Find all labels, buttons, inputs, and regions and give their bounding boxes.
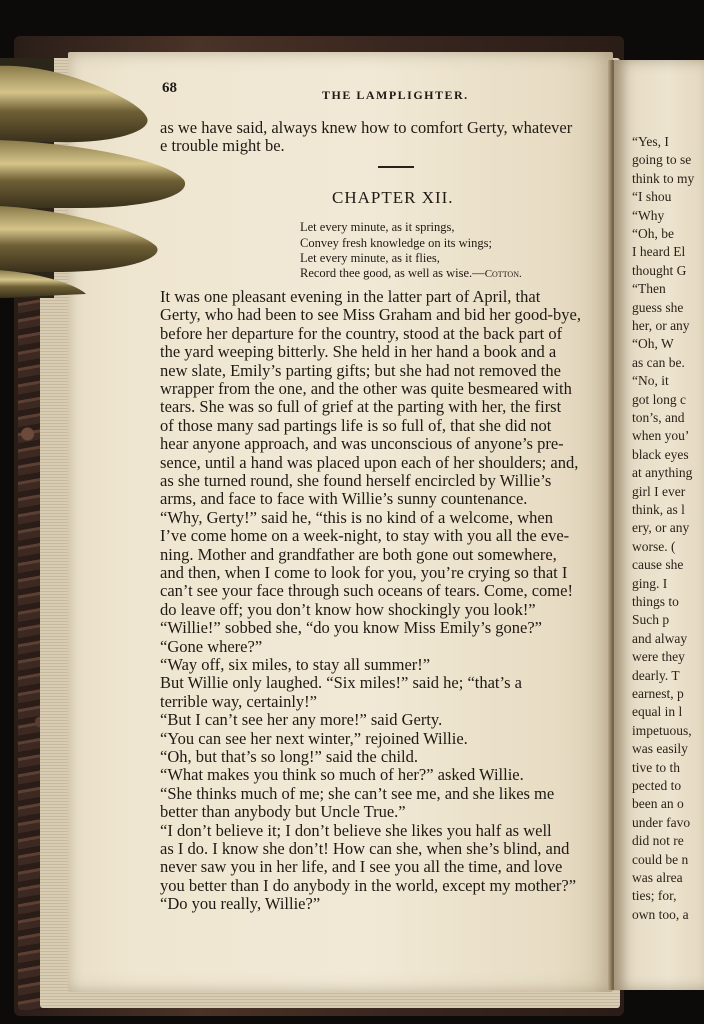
body-line: “Why, Gerty!” said he, “this is no kind of a welcome, when (160, 507, 553, 527)
facing-line: was easily (632, 741, 688, 757)
body-line: sence, until a hand was placed upon each of her shoulders; and, (160, 452, 579, 472)
body-line: It was one pleasant evening in the latter part of April, that (160, 287, 541, 306)
facing-line: earnest, p (632, 686, 684, 701)
facing-line: “Then (632, 281, 666, 297)
brass-page-clamp (0, 58, 196, 298)
body-line: of those many sad partings life is so full of, that she did not (160, 415, 552, 435)
facing-line: was alrea (632, 870, 683, 885)
facing-line: Such p (632, 612, 670, 628)
body-line: “She thinks much of me; she can’t see me, and she likes me (160, 783, 555, 803)
facing-line: got long c (632, 391, 686, 407)
body-line: tears. She was so full of grief at the parting with her, the first (160, 397, 562, 417)
body-line: can’t see your face through such oceans of tears. Come, come! (160, 581, 573, 601)
facing-line: things to (632, 594, 679, 609)
body-line: terrible way, certainly!” (160, 691, 317, 711)
body-line: “Willie!” sobbed she, “do you know Miss Emily’s gone?” (160, 618, 542, 638)
facing-line: cause she (632, 557, 684, 573)
facing-line: “No, it (632, 373, 669, 389)
facing-line: worse. ( (632, 538, 676, 554)
facing-line: when you’ (632, 428, 690, 444)
facing-line: own too, a (632, 906, 689, 922)
facing-line: ery, or any (632, 520, 690, 536)
facing-line: ties; for, (632, 888, 677, 904)
facing-line: been an o (632, 796, 684, 812)
epigraph-line (300, 266, 522, 281)
facing-line: under favo (632, 814, 691, 830)
body-line: hear anyone approach, and was unconscious of anyone’s pre- (160, 434, 564, 454)
facing-line: think to my (632, 170, 695, 186)
body-line: Gerty, who had been to see Miss Graham and bid her good-bye, (160, 305, 581, 325)
body-line: wrapper from the one, and the other was quite besmeared with (160, 379, 572, 398)
body-line: ning. Mother and grandfather are both gone out somewhere, (160, 544, 557, 564)
body-line: “You can see her next winter,” rejoined Willie. (160, 728, 468, 748)
body-line: “Oh, but that’s so long!” said the child. (160, 747, 418, 766)
facing-line: “Yes, I (632, 134, 669, 149)
body-line: “Way off, six miles, to stay all summer!” (160, 655, 431, 674)
body-line: never saw you in her life, and I see you all the time, and love (160, 857, 563, 877)
facing-line: as can be. (632, 354, 685, 370)
facing-line: and alway (632, 630, 688, 646)
body-line: the yard weeping bitterly. She held in her hand a book and a (160, 342, 557, 362)
facing-line: equal in l (632, 704, 683, 720)
body-line: “What makes you think so much of her?” asked Willie. (160, 765, 524, 785)
facing-line: “I shou (632, 189, 672, 205)
epigraph-line: Convey fresh knowledge on its wings; (300, 236, 492, 250)
body-line: “But I can’t see her any more!” said Gerty. (160, 710, 443, 730)
body-line: “Gone where?” (160, 636, 263, 656)
running-head: THE LAMPLIGHTER. (322, 88, 469, 102)
epigraph-author: Cotton. (484, 268, 522, 280)
body-line: before her departure for the country, stood at the back part of (160, 323, 563, 343)
facing-line: think, as l (632, 502, 685, 517)
facing-line: dearly. T (632, 667, 680, 683)
opening-line: e trouble might be. (160, 136, 285, 155)
facing-line: ton’s, and (632, 410, 685, 425)
facing-line: guess she (632, 299, 684, 315)
facing-line: her, or any (632, 318, 690, 333)
body-line: But Willie only laughed. “Six miles!” said he; “that’s a (160, 673, 522, 693)
body-line: you better than I do anybody in the world, except my mother?” (160, 875, 577, 895)
facing-line: did not re (632, 833, 684, 849)
epigraph-text: Record thee good, as well as wise.— (300, 266, 485, 280)
facing-line: “Why (632, 207, 665, 223)
body-line: and then, when I come to look for you, you’re crying so that I (160, 563, 568, 582)
body-line: new slate, Emily’s parting gifts; but she had not removed the (160, 360, 561, 380)
facing-line: at anything (632, 465, 693, 481)
body-line: I’ve come home on a week-night, to stay with you all the eve- (160, 526, 570, 546)
facing-line: I heard El (632, 244, 686, 260)
body-line: “Do you really, Willie?” (160, 894, 321, 914)
facing-line: “Oh, be (632, 226, 674, 241)
facing-line: tive to th (632, 759, 680, 775)
epigraph-line: Let every minute, as it springs, (300, 220, 455, 234)
facing-line: going to se (632, 152, 692, 168)
facing-line: girl I ever (632, 483, 686, 499)
epigraph-line: Let every minute, as it flies, (300, 251, 440, 265)
facing-line: were they (632, 649, 685, 665)
facing-line: could be n (632, 851, 689, 867)
body-line: as she turned round, she found herself encircled by Willie’s (160, 471, 552, 490)
facing-line: pected to (632, 778, 682, 793)
page-number: 68 (162, 80, 177, 96)
opening-line: as we have said, always knew how to comfort Gerty, whatever (160, 118, 573, 137)
body-line: arms, and face to face with Willie’s sunny countenance. (160, 489, 528, 509)
body-line: better than anybody but Uncle True.” (160, 802, 406, 822)
facing-line: thought G (632, 262, 687, 278)
section-rule (378, 166, 414, 168)
body-line: do leave off; you don’t know how shockingly you look!” (160, 599, 536, 619)
facing-line: impetuous, (632, 722, 692, 738)
facing-line: black eyes (632, 446, 689, 462)
facing-line: ging. I (632, 575, 668, 591)
chapter-title: CHAPTER XII. (332, 188, 454, 207)
facing-line: “Oh, W (632, 336, 674, 352)
body-line: “I don’t believe it; I don’t believe she likes you half as well (160, 820, 552, 840)
body-line: as I do. I know she don’t! How can she, when she’s blind, and (160, 839, 570, 858)
